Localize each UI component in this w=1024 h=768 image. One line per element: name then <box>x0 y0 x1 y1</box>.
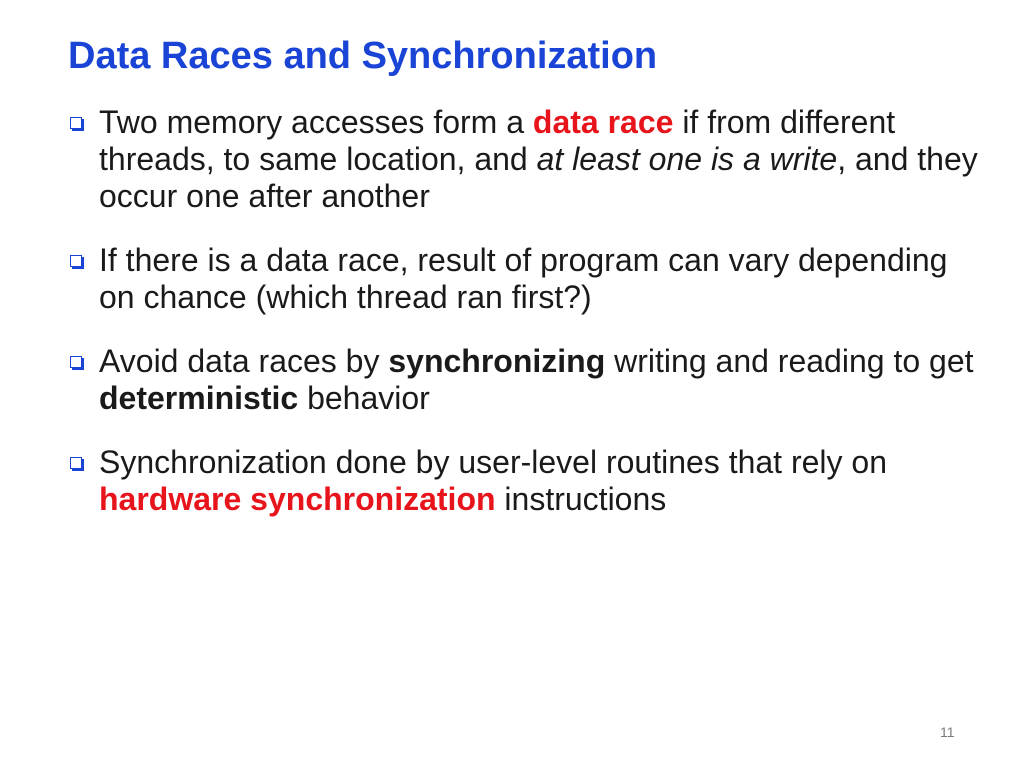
square-bullet-icon <box>70 356 82 368</box>
bullet-text <box>99 104 978 214</box>
page-number: 11 <box>940 724 955 740</box>
square-bullet-icon <box>70 457 82 469</box>
bullet-list <box>68 104 988 545</box>
slide-title: Data Races and Synchronization <box>68 35 658 77</box>
bullet-text-part: if from different threads, to same location, and <box>99 104 896 177</box>
bullet-item-result-varies <box>68 242 988 316</box>
emphasis-deterministic: deterministic <box>99 380 299 416</box>
square-bullet-icon <box>70 255 82 267</box>
bullet-item-avoid-races <box>68 343 988 417</box>
bullet-text: If there is a data race, result of program can vary depending on chance (which thread ran first?) <box>99 242 948 315</box>
emphasis-hardware-synchronization: hardware synchronization <box>99 481 496 517</box>
bullet-text-part: behavior <box>298 380 430 416</box>
bullet-text <box>99 444 887 517</box>
bullet-item-hardware-sync <box>68 444 988 518</box>
bullet-text <box>99 343 974 416</box>
bullet-text-part: Avoid data races by <box>99 343 389 379</box>
bullet-text-part: Two memory accesses form a <box>99 104 533 140</box>
bullet-text-part: , and they occur one after another <box>99 141 978 214</box>
emphasis-at-least-one-write: at least one is a write <box>536 141 838 177</box>
bullet-item-data-race-definition <box>68 104 988 215</box>
bullet-text-part: instructions <box>495 481 667 517</box>
square-bullet-icon <box>70 117 82 129</box>
bullet-text-part: Synchronization done by user-level routines that rely on <box>99 444 887 480</box>
bullet-text-part: writing and reading to get <box>605 343 974 379</box>
emphasis-synchronizing: synchronizing <box>388 343 606 379</box>
emphasis-data-race: data race <box>532 104 674 140</box>
